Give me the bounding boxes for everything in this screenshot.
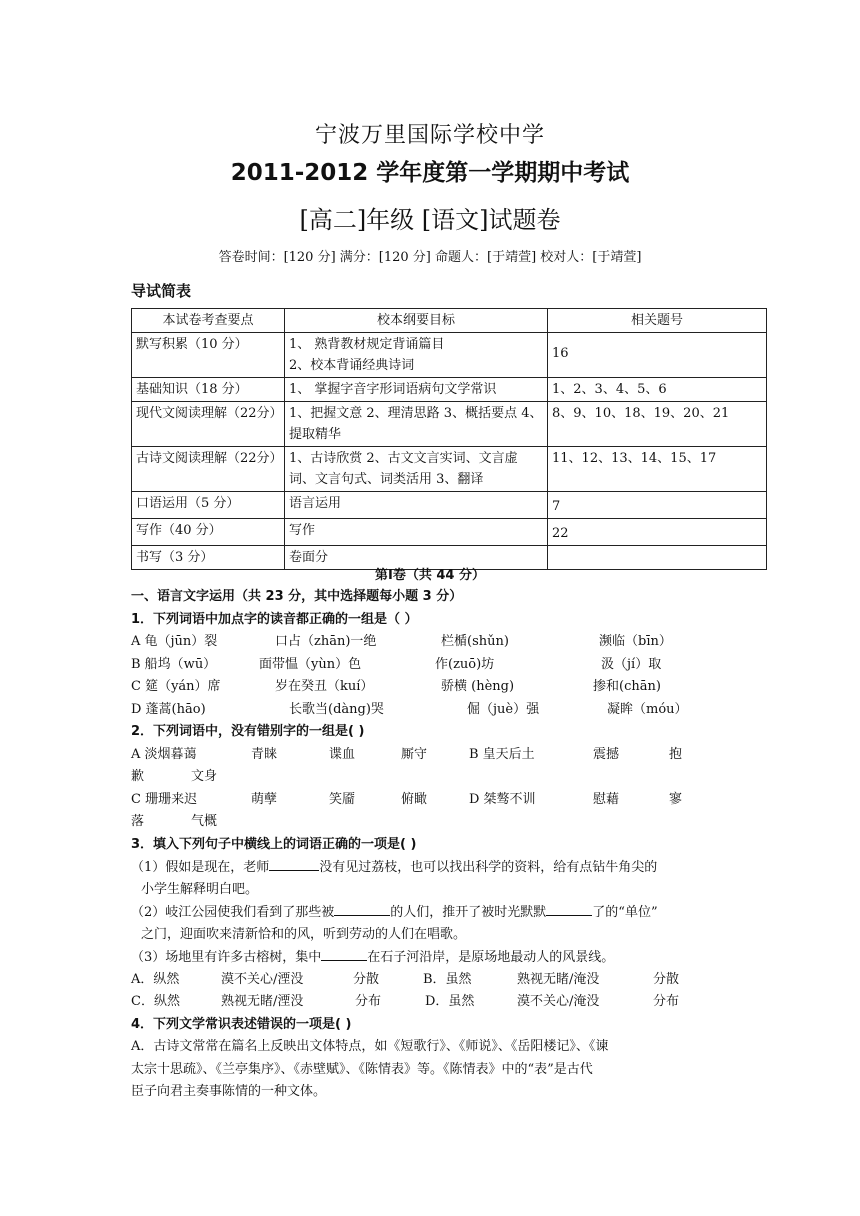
table-cell-goal: 1、 熟背教材规定背诵篇目 2、校本背诵经典诗词	[285, 333, 548, 378]
option-text: 熟视无睹/淹没	[517, 971, 600, 987]
option-text: 萌孽	[251, 791, 278, 807]
option-row	[131, 969, 741, 992]
option-text: 臣子向君主奏事陈情的一种文体。	[131, 1084, 327, 1099]
question-stem: 1．下列词语中加点字的读音都正确的一组是（ ）	[131, 611, 418, 627]
sentence-text	[131, 901, 658, 925]
option-text: 作(zuō)坊	[435, 656, 495, 672]
option-text: B 皇天后土	[469, 746, 535, 762]
option-text: 太宗十思疏》、《兰亭集序》、《赤壁赋》、《陈情表》等。《陈情表》中的“表”是古代	[131, 1061, 593, 1077]
option-text: B 船坞（wū）	[131, 656, 217, 672]
table-header-cell: 相关题号	[548, 309, 767, 333]
sentence-text	[131, 946, 614, 970]
option-text: 青睐	[251, 746, 278, 762]
option-text: 濒临（bīn）	[599, 634, 672, 649]
sentence-line	[131, 901, 741, 924]
table-cell-nums: 7	[548, 492, 767, 519]
option-row	[131, 991, 741, 1014]
table-cell-point: 书写（3 分）	[132, 546, 285, 570]
option-text: C 珊珊来迟	[131, 791, 198, 807]
option-text: C．纵然	[131, 994, 180, 1009]
blank-line	[321, 946, 367, 961]
guide-title: 导试简表	[131, 282, 192, 300]
option-text: 歉	[131, 769, 145, 784]
sentence-part: 在石子河沿岸，是原场地最动人的风景线。	[367, 950, 615, 965]
option-text: 岁在癸丑（kuí）	[275, 679, 374, 694]
option-row	[131, 766, 741, 789]
option-text: 栏楯(shǔn)	[441, 634, 509, 649]
questions-block	[131, 586, 741, 1104]
table-row	[132, 402, 767, 447]
guide-table	[131, 308, 767, 570]
sentence-part: （3）场地里有许多古榕树，集中	[131, 950, 322, 965]
sentence-part: （2）岐江公园使我们看到了那些被	[131, 905, 335, 920]
option-text: 笑靥	[329, 791, 356, 807]
table-cell-goal: 1、 掌握字音字形词语病句文学常识	[285, 378, 548, 402]
table-header-cell: 本试卷考查要点	[132, 309, 285, 333]
option-text: 漠不关心/淹没	[517, 994, 600, 1009]
question-stem: 2．下列词语中，没有错别字的一组是( )	[131, 724, 365, 739]
option-text: 倔（juè）强	[467, 701, 540, 717]
option-text: 抱	[669, 746, 683, 762]
sentence-text	[131, 856, 657, 880]
option-text: D．虽然	[425, 994, 475, 1009]
table-cell-nums: 22	[548, 519, 767, 546]
option-text: 漠不关心/湮没	[221, 971, 304, 987]
table-cell-nums: 1、2、3、4、5、6	[548, 378, 767, 402]
table-cell-point: 写作（40 分）	[132, 519, 285, 546]
option-text: 口占（zhān)一绝	[275, 634, 377, 649]
exam-title: 2011-2012 学年度第一学期期中考试	[230, 160, 630, 186]
table-header-row	[132, 309, 767, 333]
table-row	[132, 519, 767, 546]
option-text: D 桀骜不训	[469, 791, 536, 807]
exam-info: 答卷时间：[120 分] 满分：[120 分] 命题人：[于靖萱] 校对人：[于靖萱]	[218, 250, 642, 265]
option-text: 分散	[653, 971, 680, 987]
option-text: 凝眸（móu）	[607, 701, 688, 717]
sentence-part: （1）假如是现在，老师	[131, 860, 270, 875]
option-row	[131, 744, 741, 767]
option-row	[131, 789, 741, 812]
option-text: 俯瞰	[401, 791, 428, 807]
option-text: 面带愠（yùn）色	[259, 656, 362, 672]
option-text: 掺和(chān)	[593, 679, 661, 694]
table-row	[132, 447, 767, 492]
option-text: 落	[131, 814, 145, 829]
option-row	[131, 631, 741, 654]
option-text: 骄横 (hèng)	[441, 679, 515, 694]
option-text: B．虽然	[423, 971, 472, 987]
option-row	[131, 676, 741, 699]
sentence-part: 的人们，推开了被时光默默	[390, 905, 547, 920]
table-row	[132, 333, 767, 378]
option-row	[131, 699, 741, 722]
table-cell-goal: 语言运用	[285, 492, 548, 519]
blank-line	[546, 901, 592, 916]
table-cell-goal: 卷面分	[285, 546, 548, 570]
sentence-part: 没有见过荔枝，也可以找出科学的资料，给有点钻牛角尖的	[319, 860, 658, 875]
option-text: 分布	[355, 994, 382, 1009]
blank-line	[334, 901, 390, 916]
option-row	[131, 654, 741, 677]
part-title: 第Ⅰ卷（共 44 分）	[375, 568, 485, 583]
option-text: A．纵然	[131, 971, 180, 987]
paper-title: [高二]年级 [语文]试题卷	[299, 206, 561, 234]
sentence-line	[131, 856, 741, 879]
option-text: 谍血	[329, 746, 356, 762]
option-row	[131, 811, 741, 834]
table-cell-goal: 写作	[285, 519, 548, 546]
question-stem: 3．填入下列句子中横线上的词语正确的一项是( )	[131, 836, 417, 852]
table-cell-goal: 1、古诗欣赏 2、古文文言实词、文言虚词、文言句式、词类活用 3、翻译	[285, 447, 548, 492]
sentence-text: 小学生解释明白吧。	[141, 881, 259, 897]
option-text: 慰藉	[593, 791, 620, 807]
option-text: 文身	[191, 769, 218, 784]
option-text: 寥	[669, 791, 683, 807]
table-cell-point: 现代文阅读理解（22分）	[132, 402, 285, 447]
table-row	[132, 492, 767, 519]
sentence-text: 之门，迎面吹来清新恰和的风，听到劳动的人们在唱歌。	[141, 926, 467, 942]
option-text: 气概	[191, 814, 218, 829]
option-text: 震撼	[593, 746, 620, 762]
option-text: 分布	[653, 994, 680, 1009]
option-text: A．古诗文常常在篇名上反映出文体特点，如《短歌行》、《师说》、《岳阳楼记》、《谏	[131, 1039, 609, 1054]
blank-line	[269, 856, 319, 871]
sentence-part: 了的“单位”	[592, 905, 658, 920]
table-cell-nums: 8、9、10、18、19、20、21	[548, 402, 767, 447]
option-text: A 淡烟暮蔼	[131, 746, 197, 762]
question-stem: 4．下列文学常识表述错误的一项是( )	[131, 1016, 352, 1032]
table-header-cell: 校本纲要目标	[285, 309, 548, 333]
option-text: D 蓬蒿(hāo)	[131, 701, 206, 717]
option-text: 汲（jí）取	[601, 656, 662, 672]
option-text: A 龟（jūn）裂	[131, 634, 218, 649]
table-row	[132, 378, 767, 402]
option-text: C 筵（yán）席	[131, 679, 221, 694]
option-text: 熟视无睹/湮没	[221, 994, 304, 1009]
option-text: 分散	[353, 971, 380, 987]
table-cell-point: 基础知识（18 分）	[132, 378, 285, 402]
table-cell-nums: 16	[548, 333, 767, 378]
table-cell-nums: 11、12、13、14、15、17	[548, 447, 767, 492]
table-cell-point: 古诗文阅读理解（22分）	[132, 447, 285, 492]
sentence-line	[131, 946, 741, 969]
school-name: 宁波万里国际学校中学	[314, 123, 545, 148]
table-cell-goal: 1、把握文意 2、理清思路 3、概括要点 4、提取精华	[285, 402, 548, 447]
option-text: 厮守	[401, 746, 428, 762]
table-cell-point: 默写积累（10 分）	[132, 333, 285, 378]
section-title: 一、语言文字运用（共 23 分，其中选择题每小题 3 分）	[131, 589, 463, 604]
option-text: 长歌当(dàng)哭	[289, 701, 384, 717]
table-cell-point: 口语运用（5 分）	[132, 492, 285, 519]
